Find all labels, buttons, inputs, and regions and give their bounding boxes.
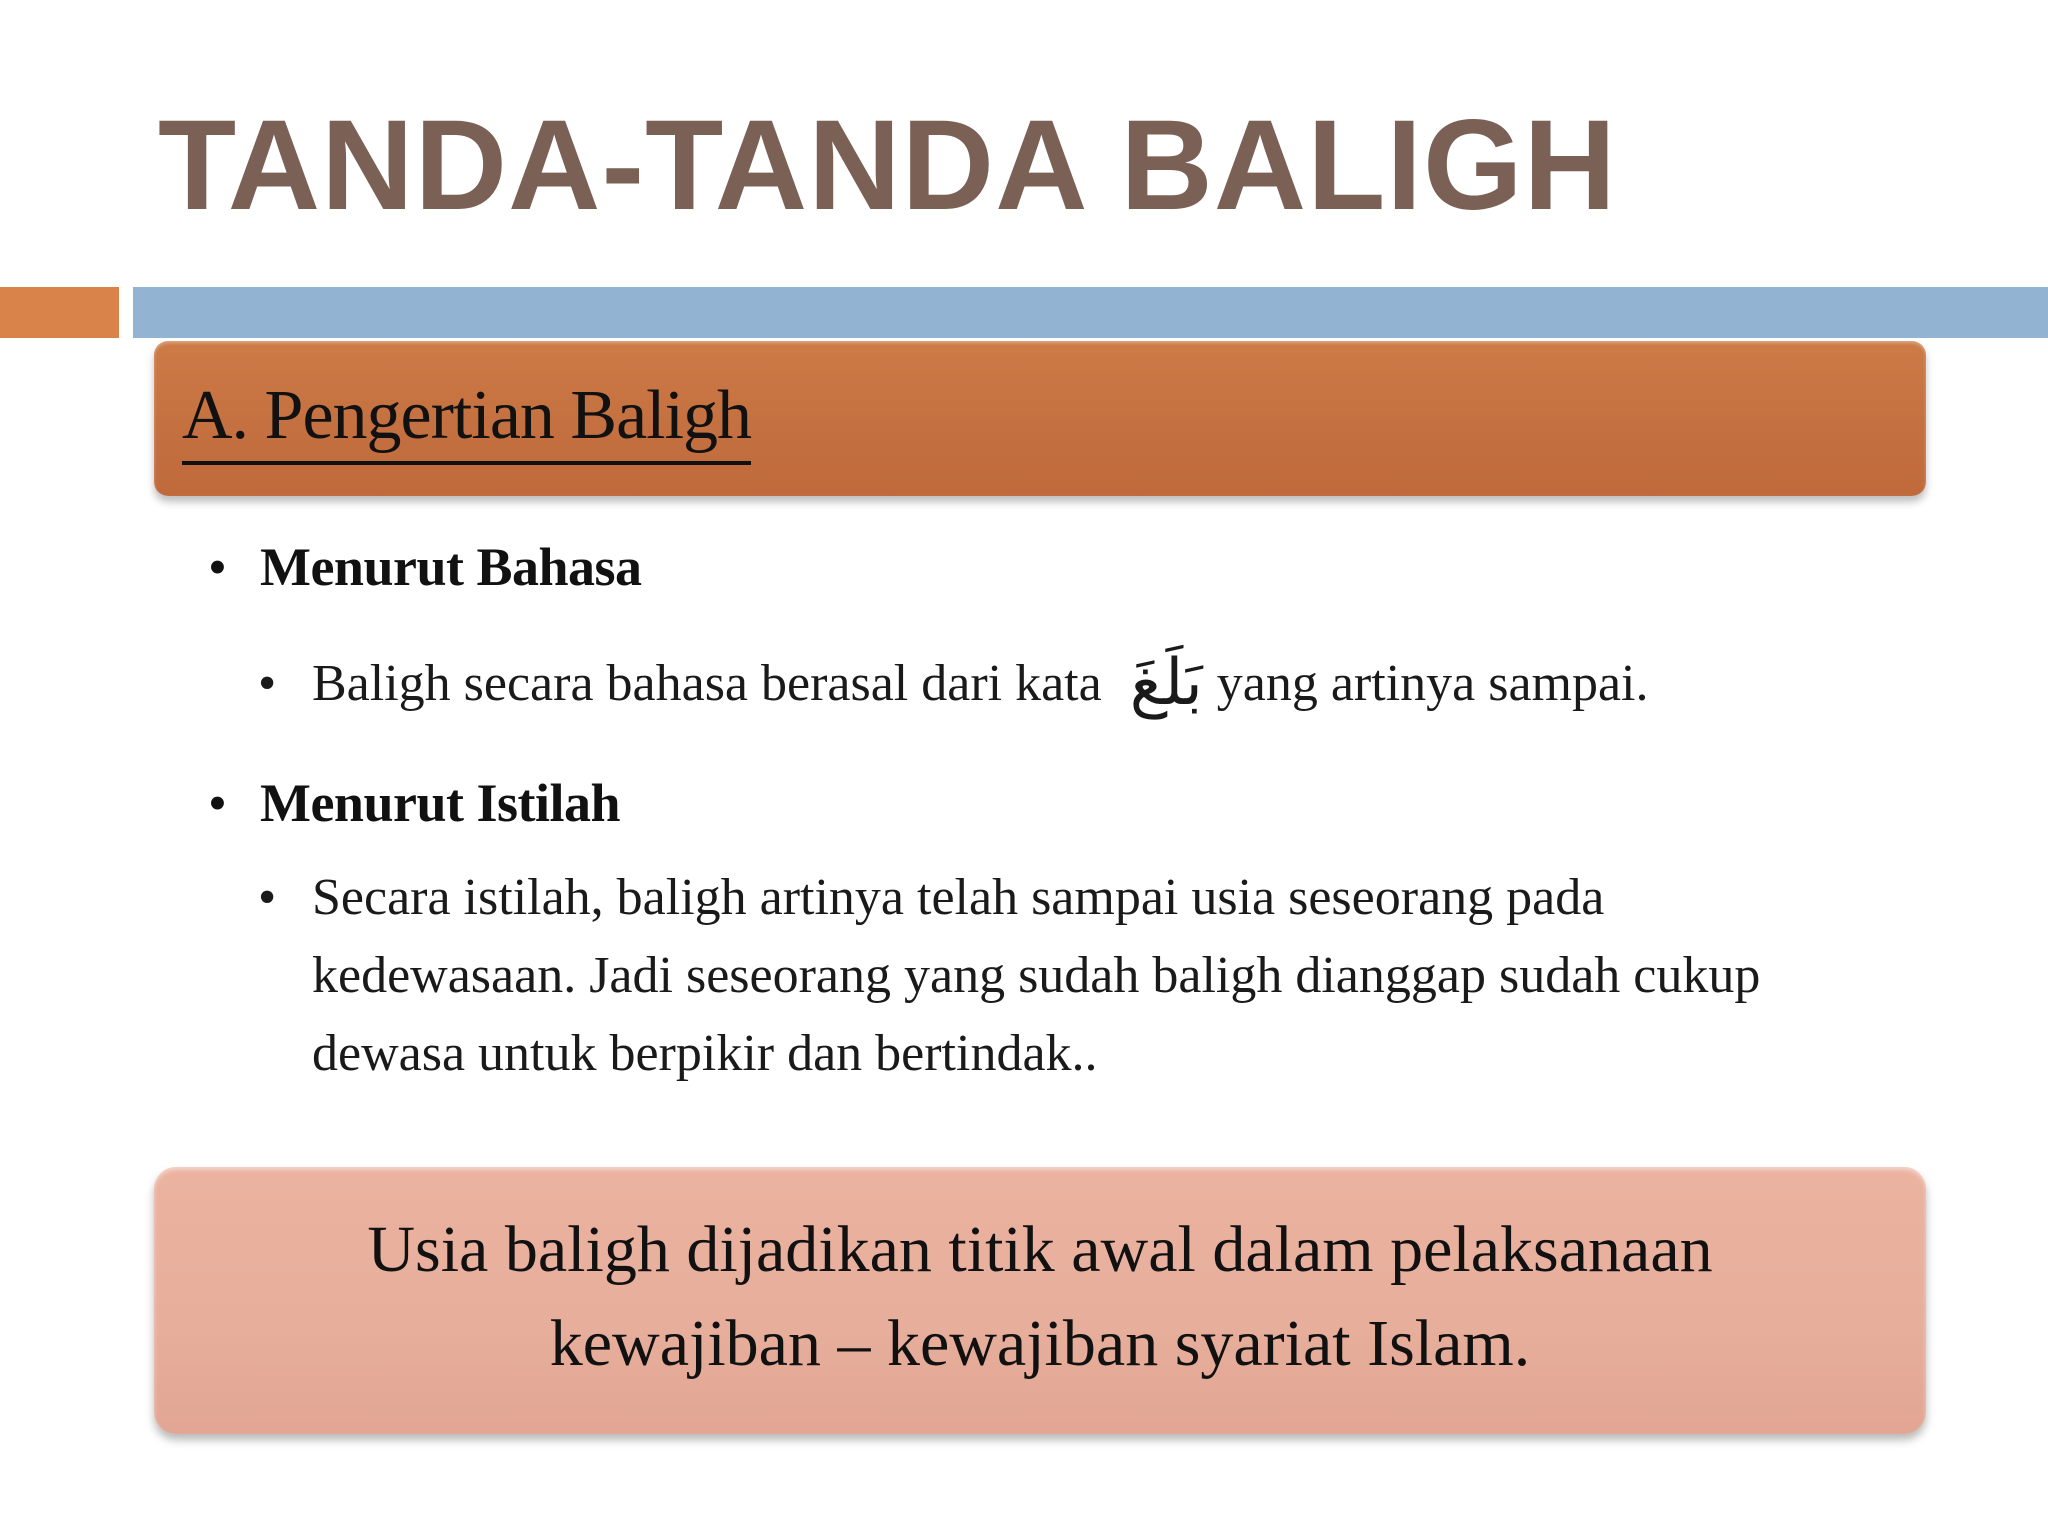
section-header-box — [154, 341, 1926, 496]
accent-bar-blue — [133, 287, 2048, 338]
sub-bullet-text-before: Baligh secara bahasa berasal dari kata — [312, 655, 1102, 712]
arabic-word: بَلَغَ — [1129, 646, 1203, 720]
bullet-dot: • — [258, 869, 277, 926]
bullet-dot: • — [208, 537, 227, 597]
bullet-dot: • — [258, 655, 277, 712]
bullet-menurut-bahasa — [208, 537, 642, 597]
bullet-menurut-istilah — [208, 773, 621, 833]
bullet-label: Menurut Istilah — [260, 773, 621, 833]
accent-bar-orange — [0, 287, 119, 338]
bullet-dot: • — [208, 773, 227, 833]
sub-bullet-text-after: yang artinya sampai. — [1216, 655, 1649, 712]
sub-bullet-istilah — [258, 859, 1812, 1093]
note-box — [154, 1167, 1926, 1434]
bullet-label: Menurut Bahasa — [260, 537, 642, 597]
slide-title: TANDA-TANDA BALIGH — [158, 94, 1617, 237]
note-text: Usia baligh dijadikan titik awal dalam pelaksanaan kewajiban – kewajiban syariat Islam. — [367, 1212, 1713, 1380]
sub-bullet-bahasa — [258, 644, 1649, 723]
sub-bullet-text: Secara istilah, baligh artinya telah sampai usia seseorang pada kedewasaan. Jadi seseorang yang sudah baligh dianggap sudah cukup dewasa untuk berpikir dan bertindak.. — [312, 869, 1761, 1082]
section-heading: A. Pengertian Baligh — [182, 381, 751, 465]
